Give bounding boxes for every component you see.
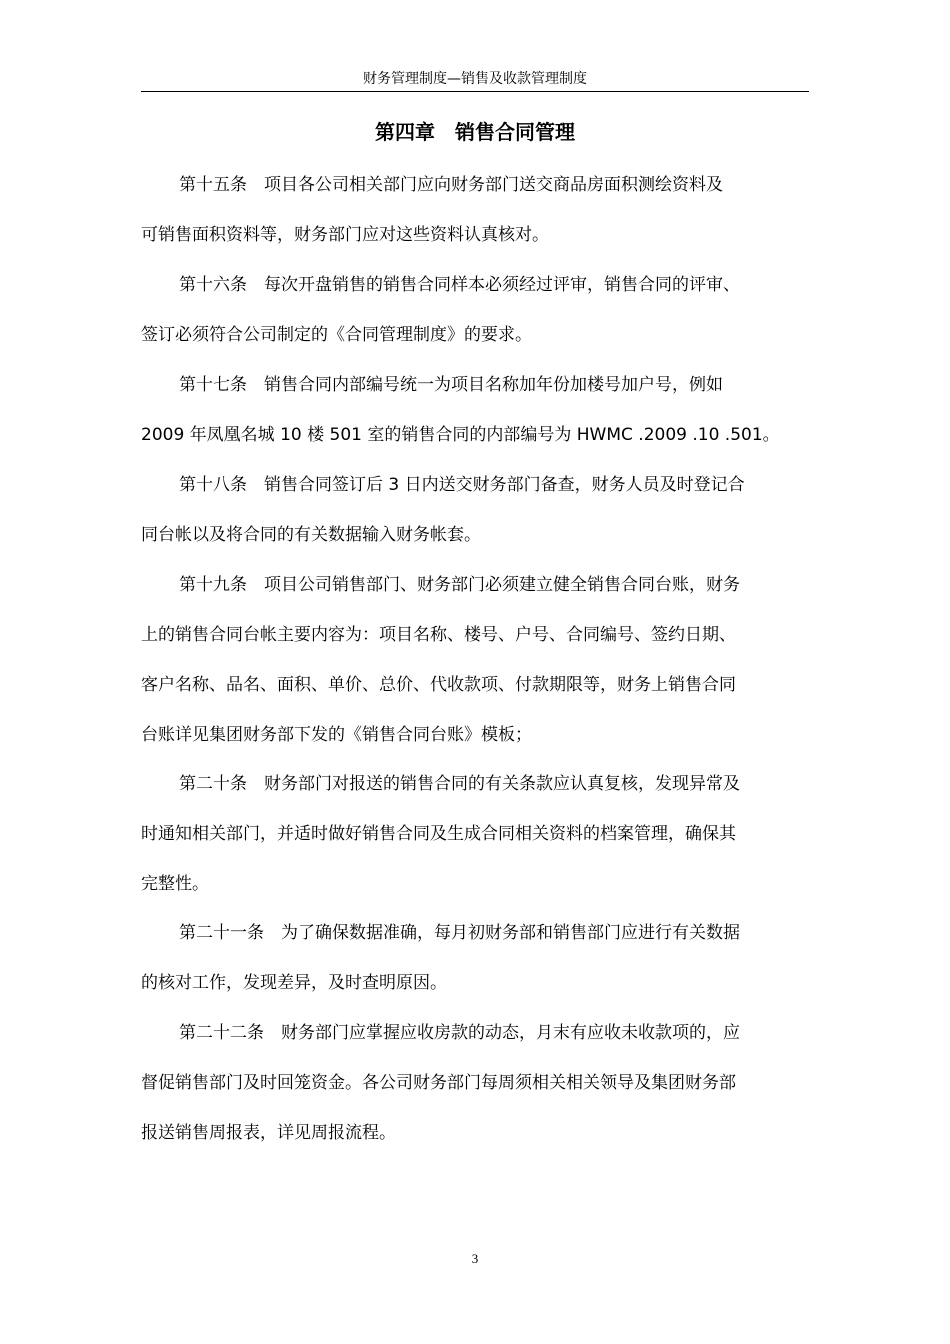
page-number: 3 xyxy=(471,1251,479,1266)
article-line: 上的销售合同台帐主要内容为：项目名称、楼号、户号、合同编号、签约日期、 xyxy=(141,625,736,645)
article-line: 可销售面积资料等，财务部门应对这些资料认真核对。 xyxy=(141,225,549,245)
article-line: 第二十条 财务部门对报送的销售合同的有关条款应认真复核，发现异常及 xyxy=(179,774,740,794)
article-line: 签订必须符合公司制定的《合同管理制度》的要求。 xyxy=(141,325,532,345)
article-line: 台账详见集团财务部下发的《销售合同台账》模板； xyxy=(141,725,532,745)
article-line: 第十五条 项目各公司相关部门应向财务部门送交商品房面积测绘资料及 xyxy=(179,175,723,195)
article-line: 第十九条 项目公司销售部门、财务部门必须建立健全销售合同台账，财务 xyxy=(179,575,740,595)
article-line: 完整性。 xyxy=(141,874,209,894)
article-line: 第十六条 每次开盘销售的销售合同样本必须经过评审，销售合同的评审、 xyxy=(179,275,740,295)
article-line: 客户名称、品名、面积、单价、总价、代收款项、付款期限等，财务上销售合同 xyxy=(141,675,736,695)
article-21 xyxy=(141,908,811,1008)
article-17 xyxy=(141,360,811,460)
running-header-title: 财务管理制度—销售及收款管理制度 xyxy=(363,71,587,87)
article-19 xyxy=(141,560,811,760)
article-line: 第十七条 销售合同内部编号统一为项目名称加年份加楼号加户号，例如 xyxy=(179,375,723,395)
article-16 xyxy=(141,260,811,360)
article-22 xyxy=(141,1008,811,1158)
running-header xyxy=(141,70,809,92)
article-20 xyxy=(141,759,811,909)
chapter-title: 第四章 销售合同管理 xyxy=(375,120,575,144)
article-line: 报送销售周报表，详见周报流程。 xyxy=(141,1123,396,1143)
article-line: 第十八条 销售合同签订后 3 日内送交财务部门备查，财务人员及时登记合 xyxy=(179,475,745,495)
article-line: 2009 年凤凰名城 10 楼 501 室的销售合同的内部编号为 HWMC .2009 .10 .501。 xyxy=(141,425,780,445)
article-line: 第二十一条 为了确保数据准确，每月初财务部和销售部门应进行有关数据 xyxy=(179,923,740,943)
article-line: 的核对工作，发现差异，及时查明原因。 xyxy=(141,973,447,993)
article-line: 同台帐以及将合同的有关数据输入财务帐套。 xyxy=(141,525,481,545)
article-18 xyxy=(141,460,811,560)
article-line: 第二十二条 财务部门应掌握应收房款的动态，月末有应收未收款项的，应 xyxy=(179,1023,740,1043)
article-15 xyxy=(141,160,811,260)
article-line: 督促销售部门及时回笼资金。各公司财务部门每周须相关相关领导及集团财务部 xyxy=(141,1073,736,1093)
article-line: 时通知相关部门，并适时做好销售合同及生成合同相关资料的档案管理，确保其 xyxy=(141,824,736,844)
